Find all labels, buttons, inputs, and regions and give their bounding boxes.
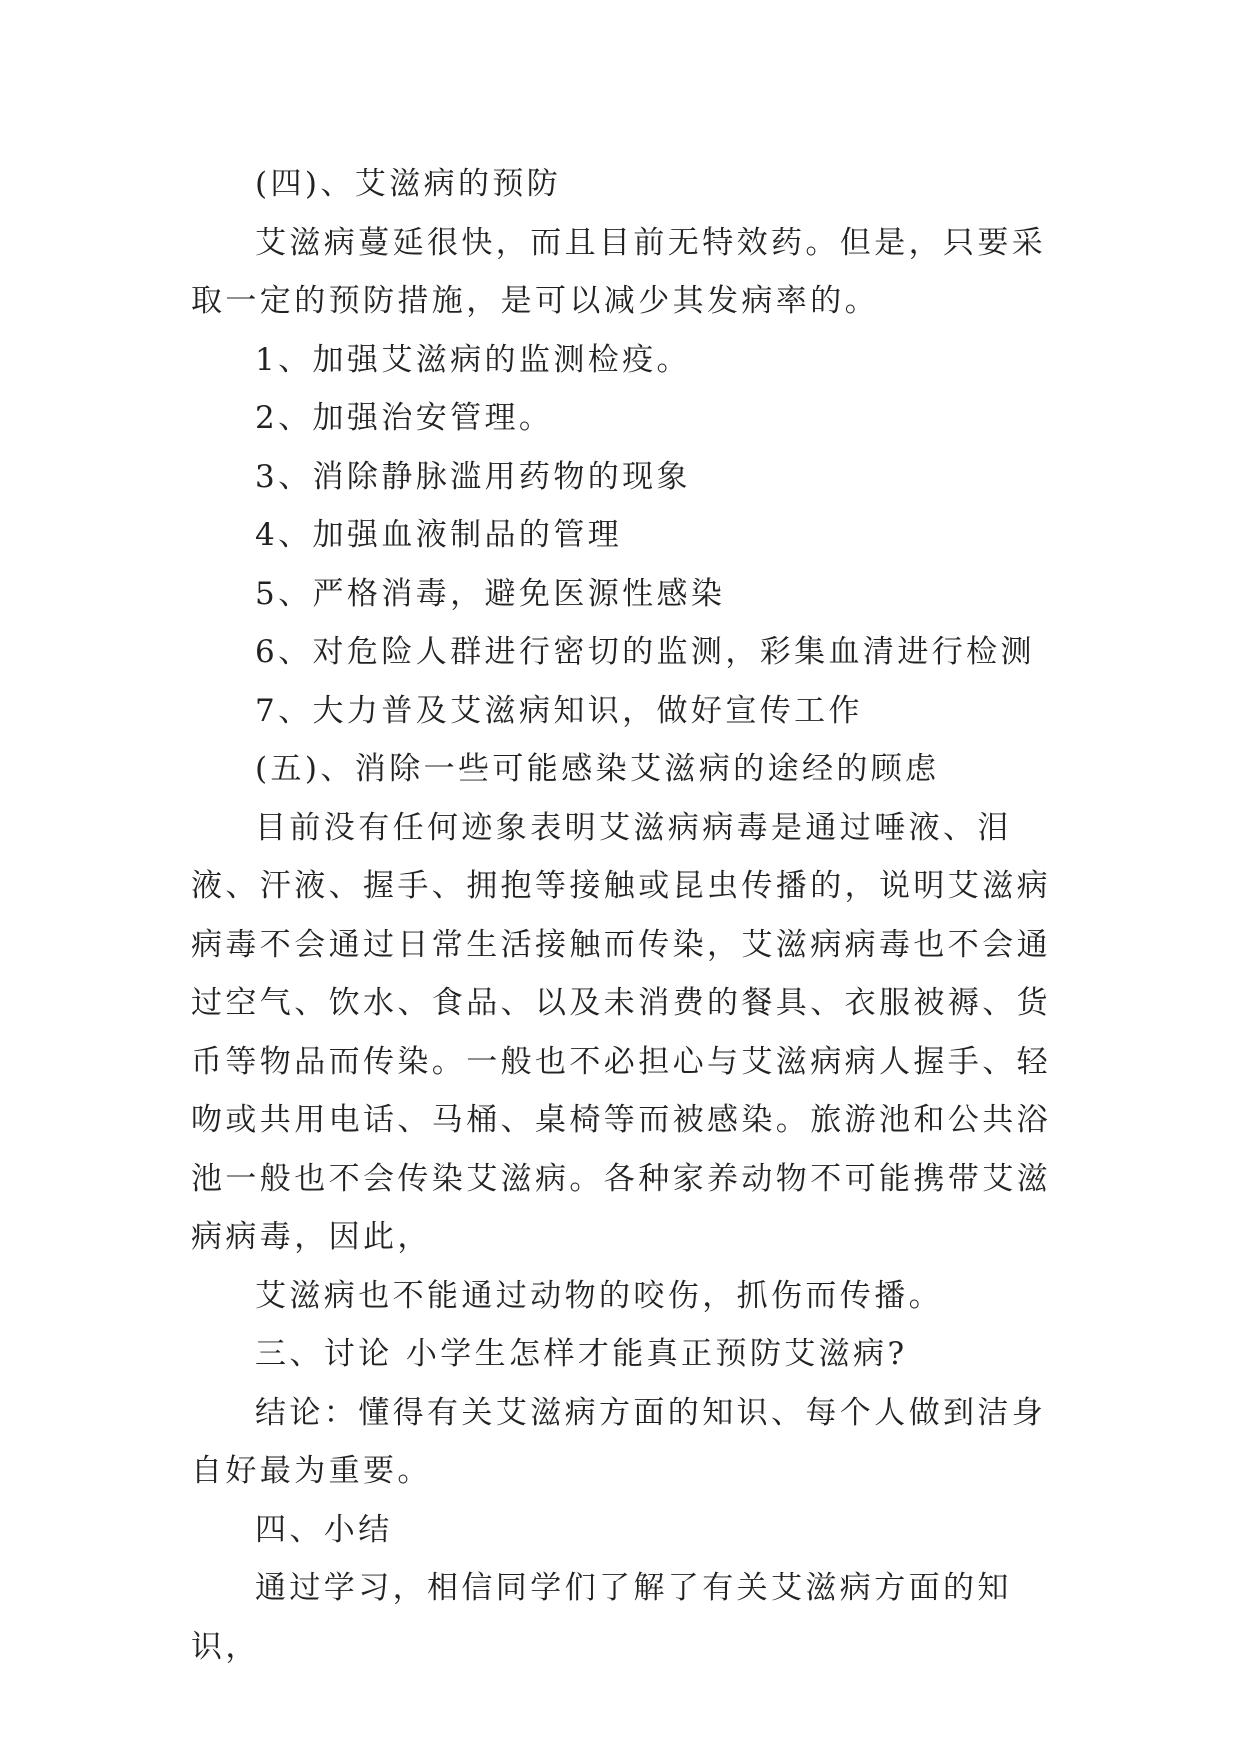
paragraph-transmission: 目前没有任何迹象表明艾滋病病毒是通过唾液、泪液、汗液、握手、拥抱等接触或昆虫传播的，说明艾滋病病毒不会通过日常生活接触而传染，艾滋病病毒也不会通过空气、饮水、食品、以及未消费的餐具、衣服被褥、货币等物品而传染。一般也不必担心与艾滋病病人握手、轻吻或共用电话、马桶、桌椅等而被感染。旅游池和公共浴池一般也不会传染艾滋病。各种家养动物不可能携带艾滋病病毒，因此， [191,809,1051,1255]
list-item: 4、加强血液制品的管理 [255,517,623,553]
list-item: 5、严格消毒，避免医源性感染 [255,575,726,612]
section-heading-prevention: (四)、艾滋病的预防 [255,166,562,202]
paragraph-conclusion: 结论：懂得有关艾滋病方面的知识、每个人做到洁身自好最为重要。 [191,1394,1047,1489]
list-item: 2、加强治安管理。 [255,400,554,436]
section-heading-concerns: (五)、消除一些可能感染艾滋病的途经的顾虑 [255,751,940,787]
paragraph-animals: 艾滋病也不能通过动物的咬伤，抓伤而传播。 [255,1277,943,1314]
paragraph-intro: 艾滋病蔓延很快，而且目前无特效药。但是，只要采取一定的预防措施，是可以减少其发病率的。 [191,224,1047,319]
list-item: 6、对危险人群进行密切的监测，彩集血清进行检测 [255,634,1035,670]
list-item: 1、加强艾滋病的监测检疫。 [255,341,691,378]
section-heading-summary: 四、小结 [255,1511,393,1548]
document-body [191,155,1071,1676]
section-heading-discussion: 三、讨论 小学生怎样才能真正预防艾滋病? [255,1336,908,1372]
list-item: 3、消除静脉滥用药物的现象 [255,458,691,495]
paragraph-summary: 通过学习，相信同学们了解了有关艾滋病方面的知识， [191,1570,1012,1665]
list-item: 7、大力普及艾滋病知识，做好宣传工作 [255,692,863,729]
